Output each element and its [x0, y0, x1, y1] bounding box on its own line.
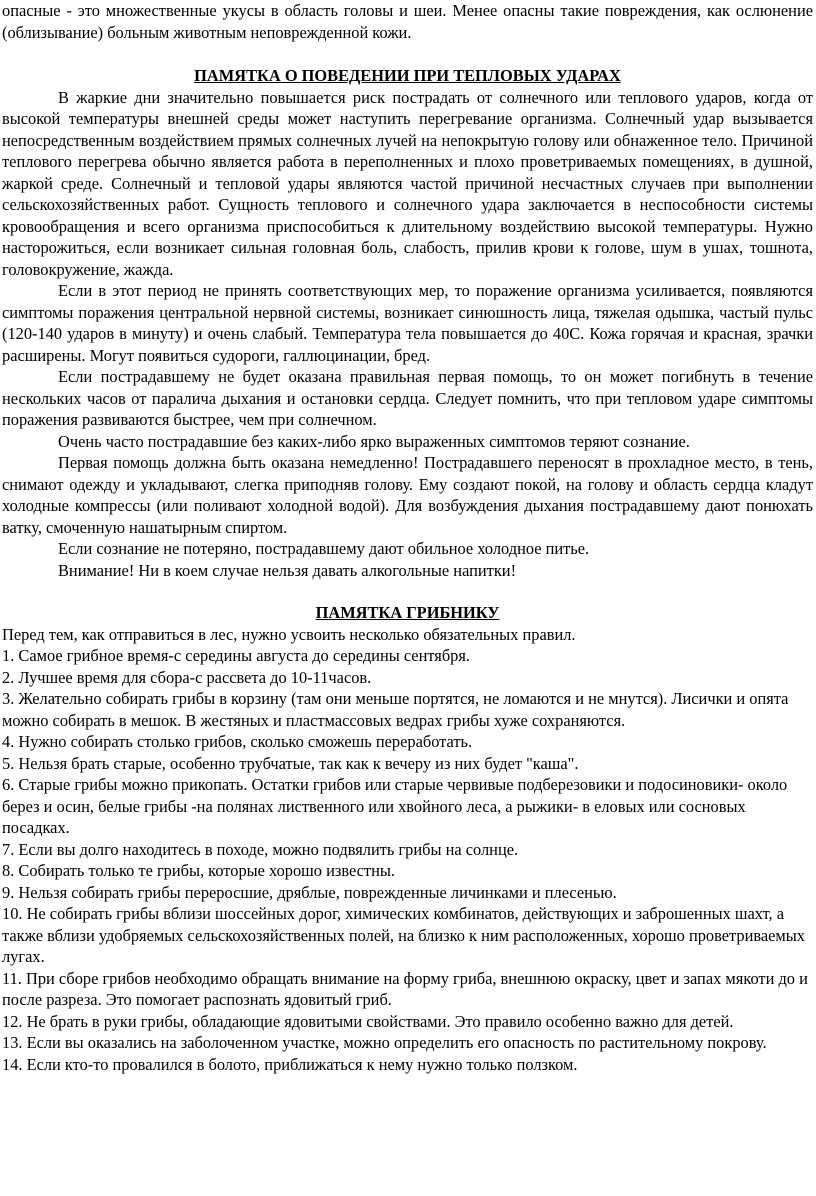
list-item: 6. Старые грибы можно прикопать. Остатки грибов или старые червивые подберезовики и подосиновики- около берез и осин, белые грибы -на полянах лиственного или хвойного леса, а рыжики- в еловых или сосновых посадках.	[2, 775, 788, 837]
mushroom-section	[2, 602, 813, 1075]
list-item: 4. Нужно собирать столько грибов, сколько сможешь переработать.	[2, 732, 473, 751]
heatstroke-paragraph: Если сознание не потеряно, пострадавшему дают обильное холодное питье.	[58, 539, 590, 558]
intro-fragment: опасные - это множественные укусы в область головы и шеи. Менее опасны такие повреждения, как ослюнение (облизывание) больным животным неповрежденной кожи.	[2, 1, 813, 42]
list-item: 14. Если кто-то провалился в болото, приближаться к нему нужно только ползком.	[2, 1054, 578, 1074]
spacer	[2, 43, 813, 65]
list-item: 3. Желательно собирать грибы в корзину (там они меньше портятся, не ломаются и не мнутся). Лисички и опята можно собирать в мешок. В жестяных и пластмассовых ведрах грибы хуже сохраняются.	[2, 689, 789, 730]
list-item: 9. Нельзя собирать грибы переросшие, дряблые, поврежденные личинками и плесенью.	[2, 882, 617, 902]
list-item: 7. Если вы долго находитесь в походе, можно подвялить грибы на солнце.	[2, 839, 519, 859]
spacer	[2, 581, 813, 602]
heatstroke-paragraph: В жаркие дни значительно повышается риск пострадать от солнечного или теплового ударов, когда от высокой температуры внешней среды может наступить перегревание организма. Солнечный удар вызывается непосредственным воздействием прямых солнечных лучей на непокрытую голову или обнаженное тело. Причиной теплового перегрева обычно является работа в переполненных и плохо проветриваемых помещениях, в душной, жаркой среде. Солнечный и тепловой удары являются частой причиной несчастных случаев при выполнении сельскохозяйственных работ. Сущность теплового и солнечного удара заключается в неспособности системы кровообращения и всего организма приспособиться к длительному воздействию высокой температуры. Нужно насторожиться, если возникает сильная головная боль, слабость, прилив крови к голове, шум в ушах, тошнота, головокружение, жажда.	[2, 87, 813, 279]
mushroom-intro: Перед тем, как отправиться в лес, нужно усвоить несколько обязательных правил.	[2, 624, 576, 644]
heatstroke-paragraph: Если в этот период не принять соответствующих мер, то поражение организма усиливается, появляются симптомы поражения центральной нервной системы, возникает синюшность лица, тяжелая одышка, частый пульс (120-140 ударов в минуту) и очень слабый. Температура тела повышается до 40С. Кожа горячая и красная, зрачки расширены. Могут появиться судороги, галлюцинации, бред.	[2, 281, 813, 365]
list-item: 8. Собирать только те грибы, которые хорошо известны.	[2, 861, 395, 880]
list-item: 12. Не брать в руки грибы, обладающие ядовитыми свойствами. Это правило особенно важно для детей.	[2, 1011, 734, 1031]
heatstroke-paragraph: Очень часто пострадавшие без каких-либо ярко выраженных симптомов теряют сознание.	[58, 431, 690, 451]
list-item: 5. Нельзя брать старые, особенно трубчатые, так как к вечеру из них будет "каша".	[2, 753, 579, 773]
heatstroke-title: ПАМЯТКА О ПОВЕДЕНИИ ПРИ ТЕПЛОВЫХ УДАРАХ	[194, 66, 621, 85]
list-item: 11. При сборе грибов необходимо обращать внимание на форму гриба, внешнюю окраску, цвет и запах мякоти до и после разреза. Это помогает распознать ядовитый гриб.	[2, 968, 808, 1009]
list-item: 10. Не собирать грибы вблизи шоссейных дорог, химических комбинатов, действующих и заброшенных шахт, а также вблизи удобряемых сельскохозяйственных полей, на близко к ним расположенных, хорошо проветриваемых лугах.	[2, 904, 806, 966]
heatstroke-section	[2, 65, 813, 581]
mushroom-title: ПАМЯТКА ГРИБНИКУ	[315, 603, 500, 622]
list-item: 2. Лучшее время для сбора-с рассвета до 10-11часов.	[2, 667, 372, 687]
list-item: 1. Самое грибное время-с середины августа до середины сентября.	[2, 646, 471, 665]
mushroom-rules-list	[2, 645, 813, 1075]
heatstroke-warning: Внимание! Ни в коем случае нельзя давать алкогольные напитки!	[58, 560, 517, 580]
heatstroke-paragraph: Первая помощь должна быть оказана немедленно! Пострадавшего переносят в прохладное место, в тень, снимают одежду и укладывают, слегка приподняв голову. Ему создают покой, на голову и область сердца кладут холодные компрессы (или поливают холодной водой). Для возбуждения дыхания пострадавшему дают понюхать ватку, смоченную нашатырным спиртом.	[2, 453, 813, 537]
list-item: 13. Если вы оказались на заболоченном участке, можно определить его опасность по растительному покрову.	[2, 1033, 767, 1052]
heatstroke-paragraph: Если пострадавшему не будет оказана правильная первая помощь, то он может погибнуть в течение нескольких часов от паралича дыхания и остановки сердца. Следует помнить, что при тепловом ударе симптомы поражения развиваются быстрее, чем при солнечном.	[2, 367, 813, 429]
